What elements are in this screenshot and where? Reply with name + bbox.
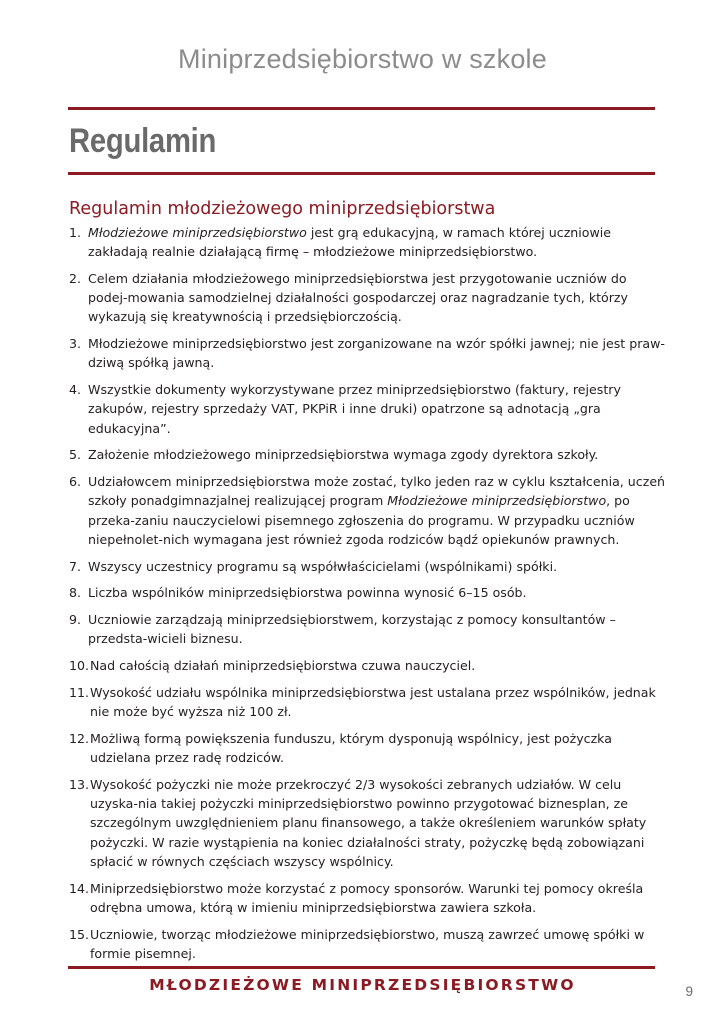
rule-number: 3. xyxy=(69,336,82,352)
rule-text: jest grą edukacyjną, w ramach której uczniowie zakładają realnie działającą firmę – młodzieżowe miniprzedsiębiorstwo. xyxy=(88,225,612,260)
rule-text: Uczniowie, tworząc młodzieżowe miniprzedsiębiorstwo, muszą zawrzeć umowę spółki w formie pisemnej. xyxy=(90,926,645,961)
rule-text: Uczniowie zarządzają miniprzedsiębiorstwem, korzystając z pomocy konsultantów – przedsta-wicieli biznesu. xyxy=(88,612,616,647)
rule-item xyxy=(69,223,667,261)
rule-number: 7. xyxy=(69,558,82,574)
rule-text: Możliwą formą powiększenia funduszu, którym dysponują wspólnicy, jest pożyczka udzielana przez radę rodziców. xyxy=(90,731,612,766)
rule-item xyxy=(69,472,667,549)
running-header-title: Miniprzedsiębiorstwo w szkole xyxy=(178,44,547,74)
rule-text: Celem działania młodzieżowego miniprzedsiębiorstwa jest przygotowanie uczniów do podej-mowania samodzielnej działalności gospodarczej oraz nagradzanie tych, którzy wykazują się kreatywnością i przedsiębiorczością. xyxy=(88,271,628,325)
page-number: 9 xyxy=(685,984,693,999)
rule-number: 1. xyxy=(69,225,82,240)
rule-text: Młodzieżowe miniprzedsiębiorstwo jest zorganizowane na wzór spółki jawnej; nie jest praw-dziwą spółką jawną. xyxy=(88,336,665,371)
page-title: Regulamin xyxy=(69,122,217,160)
rule-item xyxy=(69,683,667,721)
rule-number: 10. xyxy=(69,658,90,674)
rule-item xyxy=(69,380,667,438)
rule-text: Nad całością działań miniprzedsiębiorstwa czuwa nauczyciel. xyxy=(90,658,476,674)
title-divider xyxy=(68,172,655,175)
rule-number: 2. xyxy=(69,271,82,286)
rule-number: 15. xyxy=(69,926,90,942)
rule-item xyxy=(69,334,667,372)
header-divider xyxy=(68,107,655,110)
rule-text: Wysokość udziału wspólnika miniprzedsiębiorstwa jest ustalana przez wspólników, jednak nie może być wyższa niż 100 zł. xyxy=(90,685,656,720)
rule-item xyxy=(69,925,667,963)
rule-number: 4. xyxy=(69,382,82,398)
rule-item xyxy=(69,729,667,767)
rule-number: 8. xyxy=(69,585,82,601)
program-name: Młodzieżowe miniprzedsiębiorstwo xyxy=(387,493,607,509)
rule-text-continued: , po przeka-zaniu nauczycielowi pisemnego zgłoszenia do programu. W przypadku uczniów niepełnolet-nich wymagana jest również zgoda rodziców bądź opiekunów prawnych. xyxy=(88,493,635,547)
rule-number: 9. xyxy=(69,612,82,628)
rule-text: Miniprzedsiębiorstwo może korzystać z pomocy sponsorów. Warunki tej pomocy określa odrębna umowa, którą w imieniu miniprzedsiębiorstwa zawiera szkoła. xyxy=(90,880,644,915)
rule-item xyxy=(69,583,667,602)
program-name: Młodzieżowe miniprzedsiębiorstwo xyxy=(88,225,307,240)
rule-number: 14. xyxy=(69,880,90,896)
rule-number: 11. xyxy=(69,685,90,700)
rule-item xyxy=(69,269,667,327)
rule-item xyxy=(69,656,667,675)
rule-text: Założenie młodzieżowego miniprzedsiębiorstwa wymaga zgody dyrektora szkoły. xyxy=(88,447,599,463)
rule-number: 13. xyxy=(69,777,90,792)
rule-item xyxy=(69,775,667,871)
section-title: Regulamin młodzieżowego miniprzedsiębiorstwa xyxy=(69,199,496,219)
rule-text: Liczba wspólników miniprzedsiębiorstwa powinna wynosić 6–15 osób. xyxy=(88,585,527,601)
rule-item xyxy=(69,445,667,464)
rule-text: Wszystkie dokumenty wykorzystywane przez miniprzedsiębiorstwo (faktury, rejestry zakupów, rejestry sprzedaży VAT, PKPiR i inne druki) opatrzone są adnotacją „gra edukacyjna”. xyxy=(88,382,621,436)
rule-item xyxy=(69,610,667,648)
rule-text: Wysokość pożyczki nie może przekroczyć 2/3 wysokości zebranych udziałów. W celu uzyska-nia takiej pożyczki miniprzedsiębiorstwo powinno przygotować biznesplan, ze szczególnym uwzględnieniem planu finansowego, a także określeniem warunków spłaty pożyczki. W razie wystąpienia na koniec działalności straty, pożyczkę będą zobowiązani spłacić w równych częściach wszyscy wspólnicy. xyxy=(90,777,647,869)
footer-divider xyxy=(68,966,655,969)
rule-text: Wszyscy uczestnicy programu są współwłaścicielami (wspólnikami) spółki. xyxy=(88,558,558,574)
rule-number: 12. xyxy=(69,731,90,746)
rule-item xyxy=(69,879,667,917)
footer-brand: MŁODZIEŻOWE MINIPRZEDSIĘBIORSTWO xyxy=(149,976,576,994)
rules-list xyxy=(69,223,667,971)
rule-number: 6. xyxy=(69,474,82,490)
rule-number: 5. xyxy=(69,447,82,463)
rule-text: Udziałowcem miniprzedsiębiorstwa może zostać, tylko jeden raz w cyklu kształcenia, uczeń szkoły ponadgimnazjalnej realizującej program xyxy=(88,474,666,509)
rule-item xyxy=(69,557,667,576)
